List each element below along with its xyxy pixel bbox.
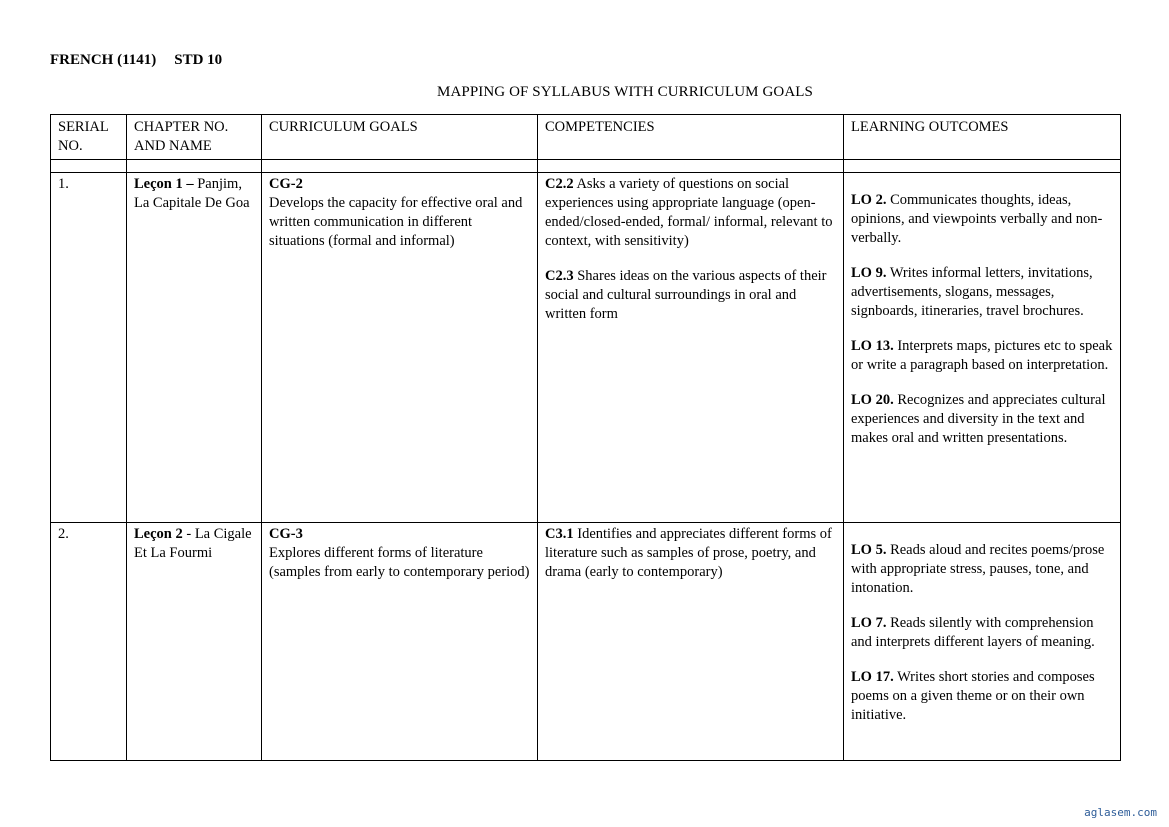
spacer-row: [51, 160, 1121, 173]
serial-cell: 1.: [51, 173, 127, 523]
curriculum-goal-cell: [262, 523, 538, 761]
standard-label: STD 10: [174, 52, 223, 68]
column-header-competencies: COMPETENCIES: [538, 115, 844, 160]
competency-item: [545, 267, 836, 324]
competency-text: Shares ideas on the various aspects of their social and cultural surroundings in oral and written form: [545, 268, 827, 322]
table-row: [51, 173, 1121, 523]
learning-outcome-item: [851, 541, 1113, 598]
learning-outcome-code: LO 7.: [851, 615, 887, 631]
learning-outcome-code: LO 13.: [851, 338, 894, 354]
learning-outcome-item: [851, 614, 1113, 652]
competency-code: C3.1: [545, 526, 574, 542]
learning-outcome-code: LO 9.: [851, 265, 887, 281]
column-header-learning-outcomes: LEARNING OUTCOMES: [844, 115, 1121, 160]
chapter-name: Panjim, La Capitale De Goa: [134, 176, 250, 211]
learning-outcome-text: Communicates thoughts, ideas, opinions, and viewpoints verbally and non-verbally.: [851, 192, 1103, 246]
footer-watermark[interactable]: aglasem.com: [1084, 806, 1157, 819]
learning-outcome-item: [851, 191, 1113, 248]
learning-outcome-item: [851, 668, 1113, 725]
learning-outcomes-cell: [844, 173, 1121, 523]
serial-cell: 2.: [51, 523, 127, 761]
learning-outcome-text: Reads aloud and recites poems/prose with appropriate stress, pauses, tone, and intonation.: [851, 542, 1105, 596]
column-header-serial: SERIAL NO.: [51, 115, 127, 160]
curriculum-goal-code: CG-2: [269, 176, 303, 192]
competency-text: Identifies and appreciates different forms of literature such as samples of prose, poetry, and drama (early to contemporary): [545, 526, 832, 580]
learning-outcome-text: Interprets maps, pictures etc to speak or write a paragraph based on interpretation.: [851, 338, 1113, 373]
chapter-name: - La Cigale Et La Fourmi: [134, 526, 252, 561]
table-header-row: [51, 115, 1121, 160]
column-header-chapter: CHAPTER NO. AND NAME: [127, 115, 262, 160]
learning-outcome-text: Writes informal letters, invitations, advertisements, slogans, messages, signboards, itineraries, travel brochures.: [851, 265, 1093, 319]
learning-outcome-text: Recognizes and appreciates cultural experiences and diversity in the text and makes oral and written presentations.: [851, 392, 1106, 446]
document-header: [50, 52, 222, 69]
learning-outcome-code: LO 20.: [851, 392, 894, 408]
learning-outcome-text: Writes short stories and composes poems on a given theme or on their own initiative.: [851, 669, 1095, 723]
learning-outcome-item: [851, 391, 1113, 448]
learning-outcome-item: [851, 264, 1113, 321]
learning-outcome-text: Reads silently with comprehension and interprets different layers of meaning.: [851, 615, 1095, 650]
curriculum-goal-text: Develops the capacity for effective oral and written communication in different situations (formal and informal): [269, 195, 523, 249]
competency-text: Asks a variety of questions on social experiences using appropriate language (open-ended/closed-ended, formal/ informal, relevant to context, with sensitivity): [545, 176, 833, 249]
competency-code: C2.3: [545, 268, 574, 284]
curriculum-goal-text: Explores different forms of literature (samples from early to contemporary period): [269, 545, 530, 580]
competency-item: [545, 175, 836, 251]
competencies-cell: [538, 523, 844, 761]
learning-outcome-code: LO 2.: [851, 192, 887, 208]
column-header-curriculum-goals: CURRICULUM GOALS: [262, 115, 538, 160]
learning-outcome-code: LO 5.: [851, 542, 887, 558]
syllabus-mapping-table: [50, 114, 1121, 761]
learning-outcomes-cell: [844, 523, 1121, 761]
curriculum-goal-code: CG-3: [269, 526, 303, 542]
subject-code: FRENCH (1141): [50, 52, 157, 68]
chapter-number: Leçon 1 –: [134, 176, 194, 192]
chapter-number: Leçon 2: [134, 526, 183, 542]
table-row: [51, 523, 1121, 761]
learning-outcome-code: LO 17.: [851, 669, 894, 685]
chapter-cell: [127, 173, 262, 523]
curriculum-goal-cell: [262, 173, 538, 523]
competency-item: [545, 525, 836, 582]
competencies-cell: [538, 173, 844, 523]
page-title: MAPPING OF SYLLABUS WITH CURRICULUM GOALS: [437, 84, 813, 100]
chapter-cell: [127, 523, 262, 761]
competency-code: C2.2: [545, 176, 574, 192]
learning-outcome-item: [851, 337, 1113, 375]
